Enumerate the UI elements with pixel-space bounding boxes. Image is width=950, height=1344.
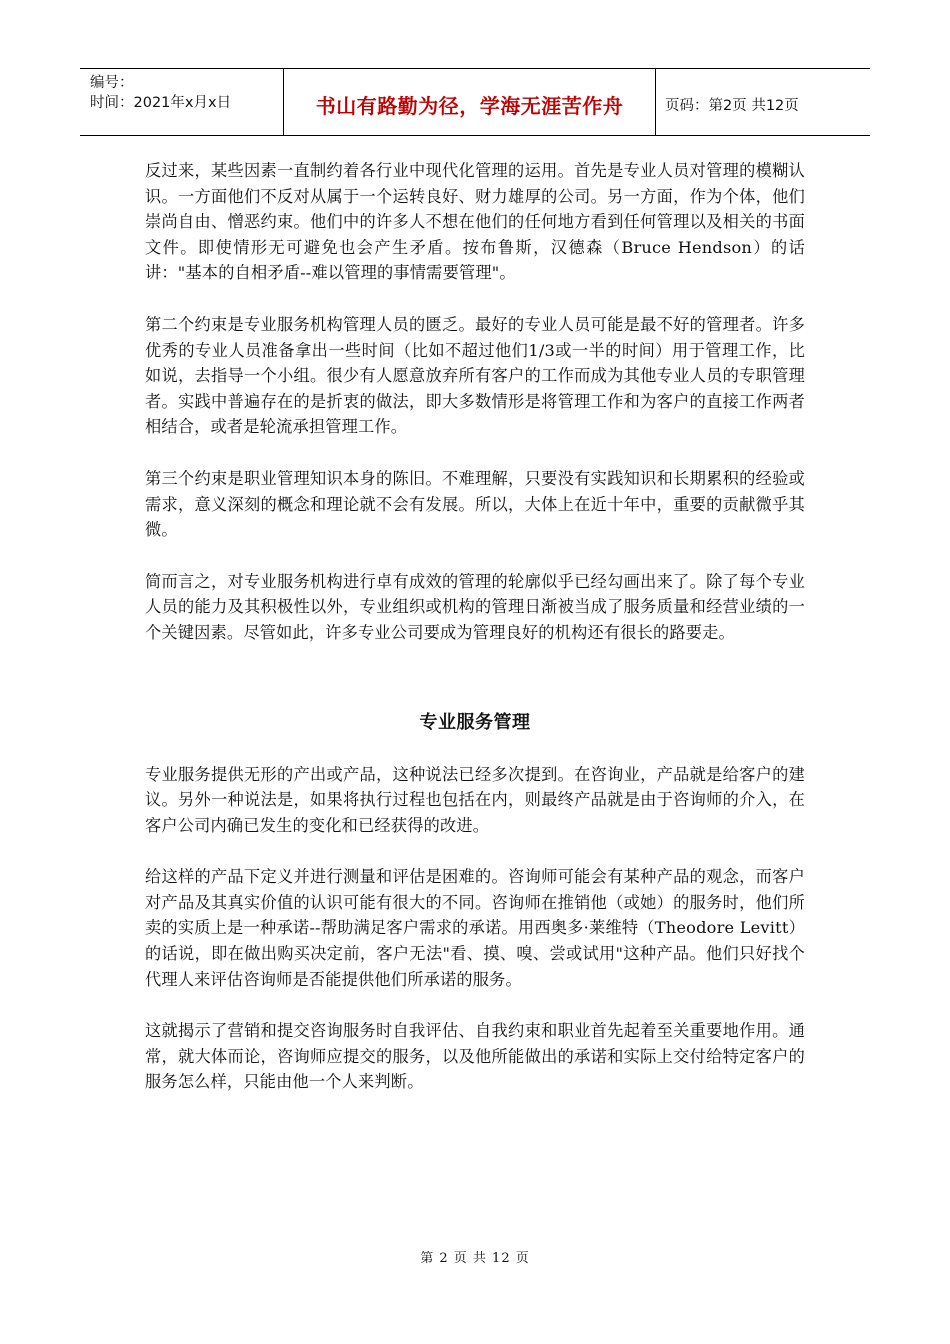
document-number-label: 编号： bbox=[90, 75, 134, 91]
paragraph-4: 简而言之，对专业服务机构进行卓有成效的管理的轮廓似乎已经勾画出来了。除了每个专业人员的能力及其积极性以外，专业组织或机构的管理日渐被当成了服务质量和经营业绩的一个关键因素。尽管如此，许多专业公司要成为管理良好的机构还有很长的路要走。 bbox=[145, 571, 805, 642]
section-paragraph-2: 给这样的产品下定义并进行测量和评估是困难的。咨询师可能会有某种产品的观念，而客户对产品及其真实价值的认识可能有很大的不同。咨询师在推销他（或她）的服务时，他们所卖的实质上是一种承诺--帮助满足客户需求的承诺。用西奥多·莱维特（Theodore Levitt）的话说，即在做出购买决定前，客户无法"看、摸、嗅、尝或试用"这种产品。他们只好找个代理人来评估咨询师是否能提供他们所承诺的服务。 bbox=[145, 867, 805, 989]
paragraph-2: 第二个约束是专业服务机构管理人员的匮乏。最好的专业人员可能是最不好的管理者。许多优秀的专业人员准备拿出一些时间（比如不超过他们1/3或一半的时间）用于管理工作，比如说，去指导一个小组。很少有人愿意放弃所有客户的工作而成为其他专业人员的专职管理者。实践中普遍存在的是折衷的做法，即大多数情形是将管理工作和为客户的直接工作两者相结合，或者是轮流承担管理工作。 bbox=[145, 314, 805, 437]
header-page-number: 页码：第2页 共12页 bbox=[665, 97, 799, 114]
header-meta-cell bbox=[80, 69, 284, 135]
header-motto: 书山有路勤为径，学海无涯苦作舟 bbox=[284, 69, 656, 135]
paragraph-3: 第三个约束是职业管理知识本身的陈旧。不难理解，只要没有实践知识和长期累积的经验或需求，意义深刻的概念和理论就不会有发展。所以，大体上在近十年中，重要的贡献微乎其微。 bbox=[145, 468, 805, 540]
page-header bbox=[80, 68, 870, 136]
page-footer: 第 2 页 共 12 页 bbox=[420, 1251, 530, 1266]
paragraph-1: 反过来，某些因素一直制约着各行业中现代化管理的运用。首先是专业人员对管理的模糊认识。一方面他们不反对从属于一个运转良好、财力雄厚的公司。另一方面，作为个体，他们崇尚自由、憎恶约束。他们中的许多人不想在他们的任何地方看到任何管理以及相关的书面文件。即使情形无可避免也会产生矛盾。按布鲁斯，汉德森（Bruce Hendson）的话讲："基本的自相矛盾--难以管理的事情需要管理"。 bbox=[145, 161, 805, 283]
section-paragraph-1: 专业服务提供无形的产出或产品，这种说法已经多次提到。在咨询业，产品就是给客户的建议。另外一种说法是，如果将执行过程也包括在内，则最终产品就是由于咨询师的介入，在客户公司内确已发生的变化和已经获得的改进。 bbox=[145, 764, 805, 835]
document-date-label: 时间：2021年x月x日 bbox=[90, 95, 232, 111]
section-paragraph-3: 这就揭示了营销和提交咨询服务时自我评估、自我约束和职业首先起着至关重要地作用。通常，就大体而论，咨询师应提交的服务，以及他所能做出的承诺和实际上交付给特定客户的服务怎么样，只能由他一个人来判断。 bbox=[145, 1021, 805, 1092]
section-title: 专业服务管理 bbox=[419, 711, 531, 733]
document-body bbox=[145, 158, 805, 1121]
